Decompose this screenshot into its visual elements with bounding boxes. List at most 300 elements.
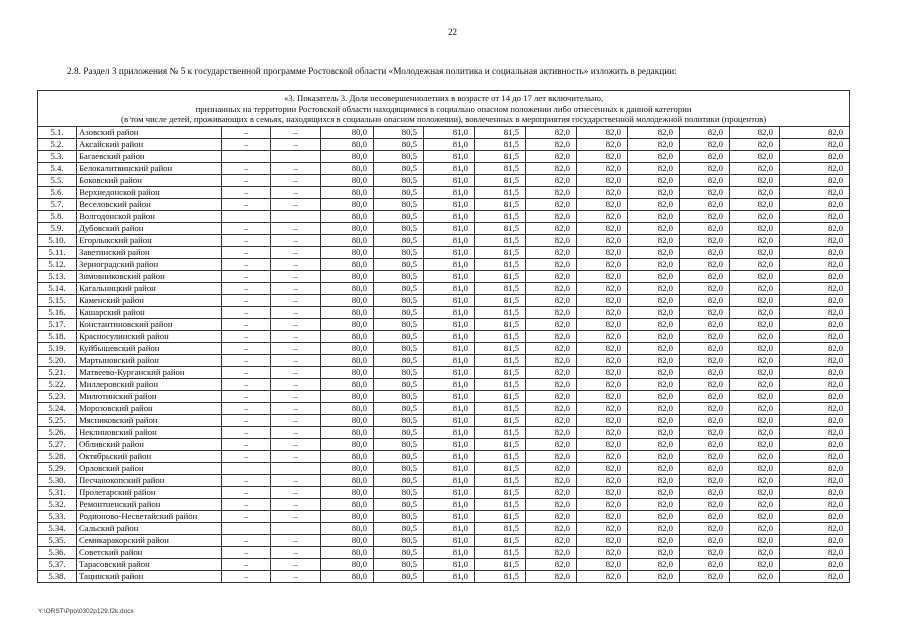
- empty-value-cell: –: [271, 271, 321, 283]
- value-cell: 82,0: [628, 439, 680, 451]
- value-cell: 81,5: [475, 331, 526, 343]
- value-cell: 82,0: [780, 271, 850, 283]
- district-name: Родионово-Несветайский район: [77, 511, 222, 523]
- empty-value-cell: –: [222, 535, 271, 547]
- value-cell: 82,0: [577, 211, 628, 223]
- value-cell: 80,5: [374, 415, 424, 427]
- value-cell: 82,0: [526, 571, 577, 583]
- value-cell: 82,0: [680, 163, 730, 175]
- value-cell: 82,0: [730, 391, 780, 403]
- value-cell: 80,5: [374, 163, 424, 175]
- value-cell: 82,0: [526, 127, 577, 139]
- value-cell: 82,0: [680, 295, 730, 307]
- value-cell: 82,0: [526, 415, 577, 427]
- value-cell: 80,5: [374, 331, 424, 343]
- value-cell: 82,0: [780, 451, 850, 463]
- empty-value-cell: –: [271, 439, 321, 451]
- intro-paragraph: 2.8. Раздел 3 приложения № 5 к государственной программе Ростовской области «Молодежная политика и социальная активность» изложить в редакции:: [67, 67, 677, 77]
- value-cell: 81,0: [424, 343, 475, 355]
- table-row: [38, 367, 850, 379]
- value-cell: 82,0: [780, 283, 850, 295]
- table-row: [38, 295, 850, 307]
- value-cell: 80,5: [374, 151, 424, 163]
- value-cell: 81,5: [475, 499, 526, 511]
- empty-value-cell: –: [222, 547, 271, 559]
- value-cell: 82,0: [577, 403, 628, 415]
- table-row: [38, 283, 850, 295]
- value-cell: 82,0: [628, 379, 680, 391]
- value-cell: 80,0: [321, 151, 374, 163]
- value-cell: 82,0: [628, 391, 680, 403]
- value-cell: 82,0: [526, 391, 577, 403]
- value-cell: 82,0: [680, 535, 730, 547]
- value-cell: 82,0: [730, 355, 780, 367]
- value-cell: 82,0: [730, 331, 780, 343]
- value-cell: 82,0: [680, 463, 730, 475]
- value-cell: 82,0: [680, 223, 730, 235]
- value-cell: 82,0: [526, 295, 577, 307]
- value-cell: 82,0: [628, 151, 680, 163]
- value-cell: 81,5: [475, 547, 526, 559]
- value-cell: 82,0: [577, 187, 628, 199]
- table-row: [38, 247, 850, 259]
- value-cell: 81,0: [424, 151, 475, 163]
- value-cell: 82,0: [526, 151, 577, 163]
- value-cell: 80,5: [374, 127, 424, 139]
- row-number: 5.24.: [38, 403, 77, 415]
- value-cell: 80,5: [374, 559, 424, 571]
- value-cell: 82,0: [730, 367, 780, 379]
- value-cell: 81,5: [475, 235, 526, 247]
- value-cell: 81,0: [424, 187, 475, 199]
- value-cell: 82,0: [577, 283, 628, 295]
- value-cell: 81,5: [475, 427, 526, 439]
- empty-value-cell: –: [271, 535, 321, 547]
- value-cell: 80,0: [321, 175, 374, 187]
- table-row: [38, 379, 850, 391]
- value-cell: 82,0: [730, 187, 780, 199]
- row-number: 5.5.: [38, 175, 77, 187]
- value-cell: 80,5: [374, 271, 424, 283]
- value-cell: 80,0: [321, 187, 374, 199]
- value-cell: 82,0: [577, 451, 628, 463]
- value-cell: 82,0: [526, 523, 577, 535]
- empty-value-cell: [222, 463, 271, 475]
- district-name: Волгодонской район: [77, 211, 222, 223]
- value-cell: 82,0: [526, 487, 577, 499]
- row-number: 5.36.: [38, 547, 77, 559]
- empty-value-cell: –: [222, 259, 271, 271]
- value-cell: 81,5: [475, 439, 526, 451]
- value-cell: 82,0: [577, 271, 628, 283]
- value-cell: 82,0: [628, 247, 680, 259]
- value-cell: 81,0: [424, 211, 475, 223]
- district-name: Песчанокопский район: [77, 475, 222, 487]
- value-cell: 82,0: [780, 343, 850, 355]
- table-row: [38, 331, 850, 343]
- value-cell: 82,0: [680, 427, 730, 439]
- value-cell: 80,0: [321, 283, 374, 295]
- value-cell: 80,5: [374, 391, 424, 403]
- row-number: 5.28.: [38, 451, 77, 463]
- value-cell: 82,0: [577, 331, 628, 343]
- value-cell: 81,0: [424, 451, 475, 463]
- district-name: Дубовский район: [77, 223, 222, 235]
- value-cell: 81,5: [475, 523, 526, 535]
- value-cell: 81,5: [475, 151, 526, 163]
- empty-value-cell: –: [222, 511, 271, 523]
- value-cell: 82,0: [628, 535, 680, 547]
- value-cell: 82,0: [526, 175, 577, 187]
- value-cell: 82,0: [628, 511, 680, 523]
- empty-value-cell: –: [271, 295, 321, 307]
- value-cell: 82,0: [780, 175, 850, 187]
- value-cell: 82,0: [628, 211, 680, 223]
- value-cell: 82,0: [730, 403, 780, 415]
- table-row: [38, 559, 850, 571]
- value-cell: 82,0: [628, 139, 680, 151]
- value-cell: 80,0: [321, 163, 374, 175]
- value-cell: 82,0: [780, 199, 850, 211]
- caption-line-3: (в том числе детей, проживающих в семьях, находящихся в социально опасном положении), вовлеченных в мероприятия государственной молодежной политики (процентов): [121, 114, 767, 125]
- value-cell: 81,5: [475, 379, 526, 391]
- empty-value-cell: –: [222, 451, 271, 463]
- value-cell: 81,0: [424, 487, 475, 499]
- value-cell: 80,0: [321, 439, 374, 451]
- empty-value-cell: –: [271, 379, 321, 391]
- district-name: Боковский район: [77, 175, 222, 187]
- table-row: [38, 451, 850, 463]
- district-name: Сальский район: [77, 523, 222, 535]
- value-cell: 82,0: [780, 391, 850, 403]
- value-cell: 81,0: [424, 175, 475, 187]
- district-name: Зерноградский район: [77, 259, 222, 271]
- table-row: [38, 439, 850, 451]
- value-cell: 81,5: [475, 343, 526, 355]
- caption-line-1: «3. Показатель 3. Доля несовершеннолетних в возрасте от 14 до 17 лет включительно,: [284, 93, 604, 104]
- value-cell: 80,0: [321, 331, 374, 343]
- district-name: Константиновский район: [77, 319, 222, 331]
- value-cell: 82,0: [680, 439, 730, 451]
- empty-value-cell: –: [271, 511, 321, 523]
- value-cell: 82,0: [577, 247, 628, 259]
- value-cell: 82,0: [680, 487, 730, 499]
- district-name: Семикаракорский район: [77, 535, 222, 547]
- value-cell: 80,0: [321, 391, 374, 403]
- row-number: 5.16.: [38, 307, 77, 319]
- value-cell: 82,0: [628, 487, 680, 499]
- row-number: 5.14.: [38, 283, 77, 295]
- value-cell: 82,0: [730, 379, 780, 391]
- value-cell: 81,0: [424, 463, 475, 475]
- empty-value-cell: –: [271, 187, 321, 199]
- value-cell: 80,5: [374, 355, 424, 367]
- value-cell: 82,0: [680, 247, 730, 259]
- table-row: [38, 499, 850, 511]
- value-cell: 82,0: [526, 427, 577, 439]
- value-cell: 80,5: [374, 307, 424, 319]
- empty-value-cell: –: [271, 283, 321, 295]
- district-name: Багаевский район: [77, 151, 222, 163]
- value-cell: 80,5: [374, 511, 424, 523]
- table-row: [38, 343, 850, 355]
- district-name: Октябрьский район: [77, 451, 222, 463]
- empty-value-cell: –: [222, 271, 271, 283]
- value-cell: 80,5: [374, 403, 424, 415]
- row-number: 5.7.: [38, 199, 77, 211]
- district-name: Обливский район: [77, 439, 222, 451]
- row-number: 5.10.: [38, 235, 77, 247]
- table-caption: [38, 91, 850, 127]
- empty-value-cell: –: [222, 187, 271, 199]
- district-name: Аксайский район: [77, 139, 222, 151]
- value-cell: 80,0: [321, 511, 374, 523]
- value-cell: 81,5: [475, 223, 526, 235]
- table-row: [38, 151, 850, 163]
- value-cell: 82,0: [680, 355, 730, 367]
- district-name: Орловский район: [77, 463, 222, 475]
- district-name: Белокалитвинский район: [77, 163, 222, 175]
- value-cell: 82,0: [780, 127, 850, 139]
- empty-value-cell: –: [271, 367, 321, 379]
- value-cell: 80,0: [321, 307, 374, 319]
- value-cell: 82,0: [628, 355, 680, 367]
- value-cell: 80,5: [374, 439, 424, 451]
- value-cell: 81,0: [424, 571, 475, 583]
- value-cell: 82,0: [526, 259, 577, 271]
- value-cell: 80,0: [321, 367, 374, 379]
- value-cell: 80,0: [321, 463, 374, 475]
- empty-value-cell: –: [271, 127, 321, 139]
- value-cell: 82,0: [730, 343, 780, 355]
- value-cell: 82,0: [730, 163, 780, 175]
- empty-value-cell: –: [222, 163, 271, 175]
- value-cell: 80,5: [374, 547, 424, 559]
- value-cell: 82,0: [780, 139, 850, 151]
- value-cell: 80,0: [321, 235, 374, 247]
- row-number: 5.35.: [38, 535, 77, 547]
- empty-value-cell: –: [271, 175, 321, 187]
- empty-value-cell: –: [222, 391, 271, 403]
- value-cell: 82,0: [628, 367, 680, 379]
- table-row: [38, 307, 850, 319]
- row-number: 5.38.: [38, 571, 77, 583]
- district-name: Неклиновский район: [77, 427, 222, 439]
- value-cell: 82,0: [780, 475, 850, 487]
- value-cell: 82,0: [577, 367, 628, 379]
- value-cell: 82,0: [628, 187, 680, 199]
- value-cell: 82,0: [526, 319, 577, 331]
- table-row: [38, 127, 850, 139]
- value-cell: 82,0: [780, 319, 850, 331]
- value-cell: 80,0: [321, 139, 374, 151]
- value-cell: 82,0: [780, 499, 850, 511]
- empty-value-cell: –: [271, 319, 321, 331]
- row-number: 5.11.: [38, 247, 77, 259]
- row-number: 5.26.: [38, 427, 77, 439]
- value-cell: 82,0: [780, 295, 850, 307]
- page-number: 22: [448, 27, 457, 37]
- value-cell: 82,0: [680, 391, 730, 403]
- value-cell: 82,0: [680, 187, 730, 199]
- value-cell: 82,0: [628, 427, 680, 439]
- value-cell: 82,0: [628, 571, 680, 583]
- value-cell: 82,0: [780, 355, 850, 367]
- empty-value-cell: –: [271, 571, 321, 583]
- value-cell: 81,0: [424, 475, 475, 487]
- empty-value-cell: –: [222, 199, 271, 211]
- value-cell: 81,0: [424, 511, 475, 523]
- value-cell: 82,0: [780, 259, 850, 271]
- empty-value-cell: –: [271, 427, 321, 439]
- value-cell: 82,0: [628, 127, 680, 139]
- value-cell: 82,0: [577, 223, 628, 235]
- value-cell: 82,0: [577, 427, 628, 439]
- value-cell: 82,0: [577, 391, 628, 403]
- value-cell: 82,0: [526, 499, 577, 511]
- value-cell: 80,0: [321, 247, 374, 259]
- value-cell: 82,0: [730, 283, 780, 295]
- value-cell: 81,0: [424, 523, 475, 535]
- value-cell: 81,0: [424, 535, 475, 547]
- district-name: Советский район: [77, 547, 222, 559]
- table-row: [38, 415, 850, 427]
- value-cell: 81,0: [424, 559, 475, 571]
- value-cell: 82,0: [680, 199, 730, 211]
- value-cell: 82,0: [526, 187, 577, 199]
- value-cell: 82,0: [780, 511, 850, 523]
- value-cell: 82,0: [628, 307, 680, 319]
- value-cell: 81,0: [424, 319, 475, 331]
- row-number: 5.30.: [38, 475, 77, 487]
- value-cell: 82,0: [680, 451, 730, 463]
- value-cell: 80,5: [374, 295, 424, 307]
- value-cell: 81,5: [475, 163, 526, 175]
- value-cell: 81,5: [475, 247, 526, 259]
- value-cell: 81,5: [475, 187, 526, 199]
- value-cell: 80,5: [374, 379, 424, 391]
- empty-value-cell: –: [271, 235, 321, 247]
- value-cell: 82,0: [577, 547, 628, 559]
- value-cell: 82,0: [526, 199, 577, 211]
- value-cell: 82,0: [680, 415, 730, 427]
- empty-value-cell: –: [271, 487, 321, 499]
- empty-value-cell: –: [222, 319, 271, 331]
- value-cell: 82,0: [577, 343, 628, 355]
- value-cell: 82,0: [680, 499, 730, 511]
- value-cell: 80,5: [374, 211, 424, 223]
- value-cell: 81,0: [424, 499, 475, 511]
- value-cell: 80,5: [374, 571, 424, 583]
- value-cell: 82,0: [577, 439, 628, 451]
- empty-value-cell: –: [271, 475, 321, 487]
- empty-value-cell: –: [271, 259, 321, 271]
- empty-value-cell: [271, 523, 321, 535]
- empty-value-cell: –: [271, 559, 321, 571]
- value-cell: 82,0: [680, 475, 730, 487]
- empty-value-cell: –: [222, 571, 271, 583]
- value-cell: 81,5: [475, 511, 526, 523]
- empty-value-cell: –: [271, 403, 321, 415]
- value-cell: 80,0: [321, 499, 374, 511]
- table-row: [38, 319, 850, 331]
- value-cell: 80,0: [321, 259, 374, 271]
- table-row: [38, 199, 850, 211]
- value-cell: 82,0: [730, 223, 780, 235]
- table-row: [38, 223, 850, 235]
- value-cell: 80,5: [374, 247, 424, 259]
- empty-value-cell: [271, 151, 321, 163]
- value-cell: 81,5: [475, 559, 526, 571]
- value-cell: 81,0: [424, 439, 475, 451]
- value-cell: 80,5: [374, 451, 424, 463]
- value-cell: 81,5: [475, 571, 526, 583]
- value-cell: 82,0: [680, 127, 730, 139]
- value-cell: 82,0: [628, 343, 680, 355]
- district-name: Мартыновский район: [77, 355, 222, 367]
- value-cell: 80,5: [374, 187, 424, 199]
- table-row: [38, 463, 850, 475]
- empty-value-cell: –: [222, 415, 271, 427]
- value-cell: 82,0: [680, 511, 730, 523]
- value-cell: 80,0: [321, 403, 374, 415]
- row-number: 5.12.: [38, 259, 77, 271]
- value-cell: 81,5: [475, 415, 526, 427]
- value-cell: 81,5: [475, 127, 526, 139]
- row-number: 5.13.: [38, 271, 77, 283]
- value-cell: 82,0: [526, 271, 577, 283]
- value-cell: 80,0: [321, 379, 374, 391]
- value-cell: 82,0: [780, 415, 850, 427]
- value-cell: 82,0: [730, 127, 780, 139]
- table-row: [38, 187, 850, 199]
- value-cell: 80,0: [321, 535, 374, 547]
- value-cell: 82,0: [577, 571, 628, 583]
- table-row: [38, 163, 850, 175]
- value-cell: 82,0: [780, 523, 850, 535]
- value-cell: 82,0: [730, 211, 780, 223]
- value-cell: 82,0: [577, 499, 628, 511]
- empty-value-cell: –: [222, 367, 271, 379]
- value-cell: 80,0: [321, 571, 374, 583]
- indicator-table: [37, 90, 850, 583]
- value-cell: 82,0: [526, 163, 577, 175]
- value-cell: 82,0: [730, 271, 780, 283]
- value-cell: 82,0: [628, 259, 680, 271]
- row-number: 5.23.: [38, 391, 77, 403]
- value-cell: 82,0: [730, 235, 780, 247]
- value-cell: 82,0: [577, 163, 628, 175]
- value-cell: 80,5: [374, 535, 424, 547]
- district-name: Красносулинский район: [77, 331, 222, 343]
- value-cell: 82,0: [780, 379, 850, 391]
- value-cell: 80,5: [374, 523, 424, 535]
- value-cell: 82,0: [780, 187, 850, 199]
- empty-value-cell: [222, 151, 271, 163]
- value-cell: 82,0: [526, 511, 577, 523]
- value-cell: 82,0: [628, 223, 680, 235]
- value-cell: 82,0: [628, 283, 680, 295]
- district-name: Мясниковский район: [77, 415, 222, 427]
- district-name: Миллеровский район: [77, 379, 222, 391]
- value-cell: 82,0: [577, 307, 628, 319]
- value-cell: 82,0: [628, 475, 680, 487]
- value-cell: 82,0: [730, 151, 780, 163]
- table-row: [38, 487, 850, 499]
- value-cell: 82,0: [730, 415, 780, 427]
- value-cell: 82,0: [628, 163, 680, 175]
- value-cell: 82,0: [680, 523, 730, 535]
